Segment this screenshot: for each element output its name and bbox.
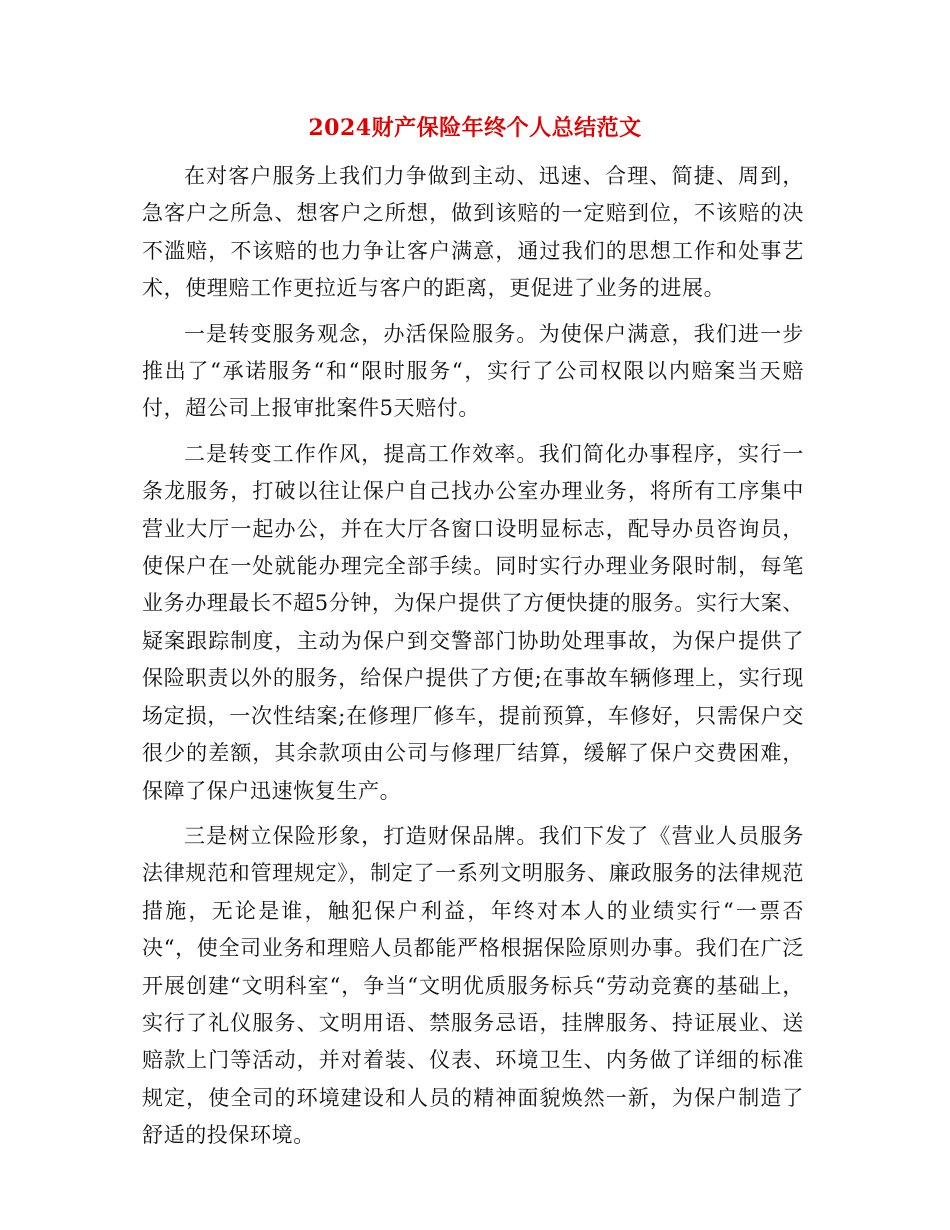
document-body: [142, 158, 804, 1163]
paragraph-brand-image: 三是树立保险形象，打造财保品牌。我们下发了《营业人员服务法律规范和管理规定》，制定了一系列文明服务、廉政服务的法律规范措施，无论是谁，触犯保户利益，年终对本人的业绩实行“一票否决“，使全司业务和理赔人员都能严格根据保险原则办事。我们在广泛开展创建“文明科室“，争当“文明优质服务标兵“劳动竞赛的基础上，实行了礼仪服务、文明用语、禁服务忌语，挂牌服务、持证展业、送赔款上门等活动，并对着装、仪表、环境卫生、内务做了详细的标准规定，使全司的环境建设和人员的精神面貌焕然一新，为保户制造了舒适的投保环境。: [142, 823, 804, 1148]
document-title: 2024财产保险年终个人总结范文: [308, 115, 642, 141]
paragraph-service-concept: 一是转变服务观念，办活保险服务。为使保户满意，我们进一步推出了“承诺服务“和“限时服务“，实行了公司权限以内赔案当天赔付，超公司上报审批案件5天赔付。: [142, 321, 804, 421]
paragraph-work-style: 二是转变工作作风，提高工作效率。我们简化办事程序，实行一条龙服务，打破以往让保户自己找办公室办理业务，将所有工序集中营业大厅一起办公，并在大厅各窗口设明显标志，配导办员咨询员，使保户在一处就能办理完全部手续。同时实行办理业务限时制，每笔业务办理最长不超5分钟，为保户提供了方便快捷的服务。实行大案、疑案跟踪制度，主动为保户到交警部门协助处理事故，为保户提供了保险职责以外的服务，给保户提供了方便;在事故车辆修理上，实行现场定损，一次性结案;在修理厂修车，提前预算，车修好，只需保户交很少的差额，其余款项由公司与修理厂结算，缓解了保户交费困难，保障了保户迅速恢复生产。: [142, 441, 804, 803]
paragraph-customer-service: 在对客户服务上我们力争做到主动、迅速、合理、简捷、周到，急客户之所急、想客户之所想，做到该赔的一定赔到位，不该赔的决不滥赔，不该赔的也力争让客户满意，通过我们的思想工作和处事艺术，使理赔工作更拉近与客户的距离，更促进了业务的进展。: [142, 164, 804, 301]
